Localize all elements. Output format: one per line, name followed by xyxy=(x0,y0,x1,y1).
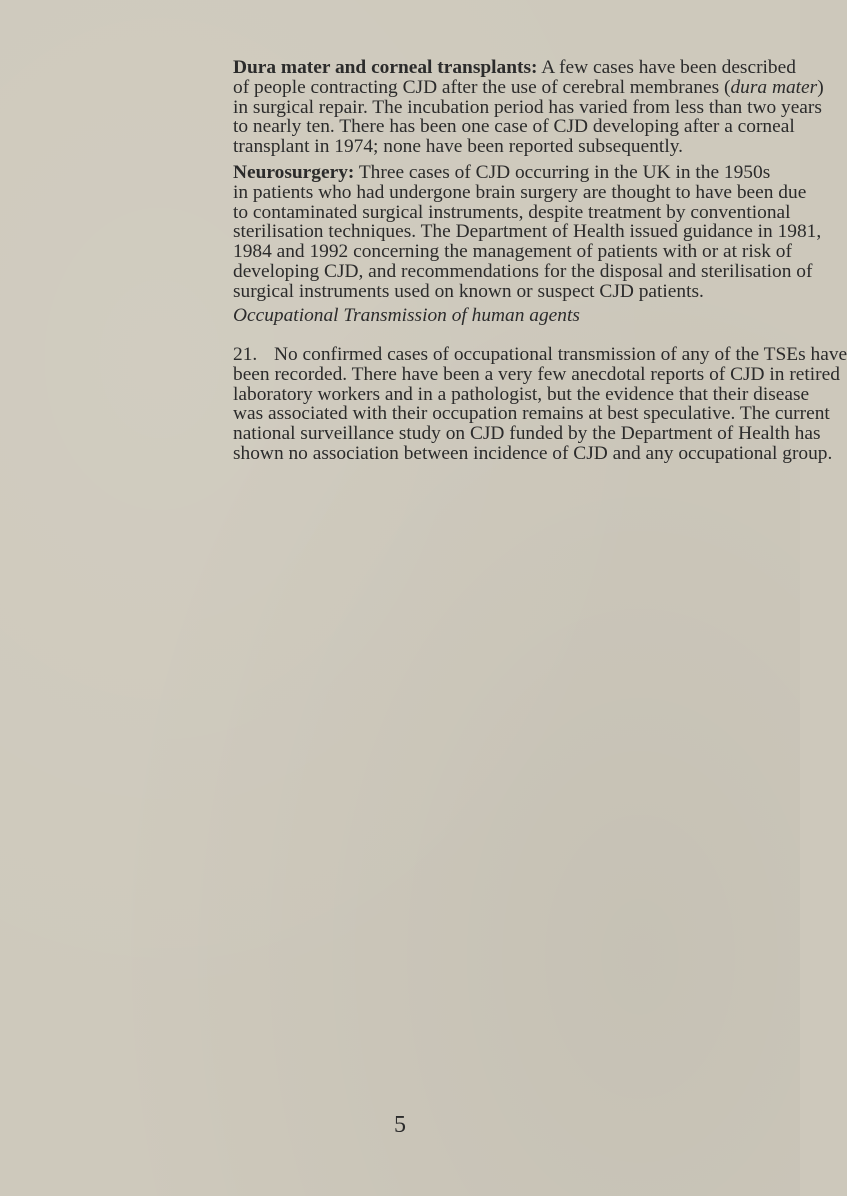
paragraph-line: 1984 and 1992 concerning the management of patients with or at risk of xyxy=(233,241,792,263)
paragraph-line xyxy=(233,57,796,78)
paragraph-dura-mater xyxy=(233,57,824,158)
paragraph-number: 21. xyxy=(233,344,258,365)
paragraph-line: surgical instruments used on known or suspect CJD patients. xyxy=(233,280,704,302)
paragraph-line: laboratory workers and in a pathologist, but the evidence that their disease xyxy=(233,383,810,405)
paragraph-text: A few cases have been described xyxy=(537,57,796,78)
paragraph-line: to nearly ten. There has been one case of CJD developing after a corneal xyxy=(233,116,795,138)
paragraph-line xyxy=(233,163,778,183)
paragraph-line: transplant in 1974; none have been reported subsequently. xyxy=(233,136,683,158)
paragraph-heading: Dura mater and corneal transplants: xyxy=(233,57,538,78)
paragraph-line: in surgical repair. The incubation period has varied from less than two years xyxy=(233,96,822,118)
page-number: 5 xyxy=(394,1112,406,1138)
paragraph-line: was associated with their occupation remains at best speculative. The current xyxy=(233,403,830,425)
paragraph-line xyxy=(233,344,847,365)
paragraph-line: in patients who had undergone brain surgery are thought to have been due xyxy=(233,181,807,203)
paragraph-line: sterilisation techniques. The Department of Health issued guidance in 1981, xyxy=(233,221,822,243)
paragraph-text: Three cases of CJD occurring in the UK in the 1950s xyxy=(354,162,771,183)
paragraph-line: been recorded. There have been a very few anecdotal reports of CJD in retired xyxy=(233,363,840,385)
paragraph-text: of people contracting CJD after the use of cerebral membranes ( xyxy=(233,76,731,98)
paragraph-21 xyxy=(233,344,847,464)
italic-term: dura mater xyxy=(730,76,818,98)
paragraph-text: No confirmed cases of occupational transmission of any of the TSEs have xyxy=(274,344,847,365)
paragraph-neurosurgery xyxy=(233,162,822,302)
paragraph-line: to contaminated surgical instruments, despite treatment by conventional xyxy=(233,201,791,223)
paragraph-line xyxy=(233,76,824,98)
paragraph-line: national surveillance study on CJD funded by the Department of Health has xyxy=(233,423,821,445)
paragraph-line: shown no association between incidence of CJD and any occupational group. xyxy=(233,442,833,464)
paragraph-line: developing CJD, and recommendations for the disposal and sterilisation of xyxy=(233,260,813,282)
paragraph-text: ) xyxy=(817,76,824,98)
section-heading-occupational: Occupational Transmission of human agents xyxy=(233,305,580,326)
paragraph-heading: Neurosurgery: xyxy=(233,162,355,183)
